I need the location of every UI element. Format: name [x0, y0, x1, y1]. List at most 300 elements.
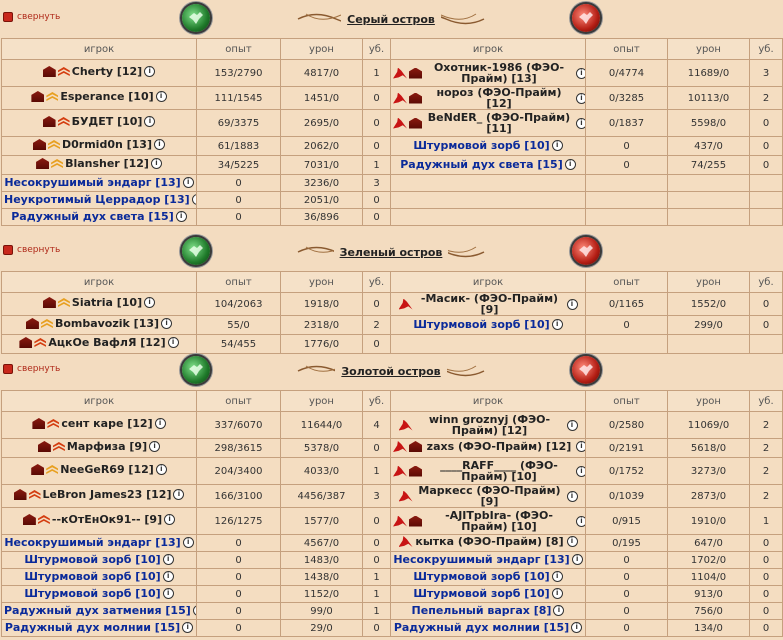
right-player-cell: [391, 508, 586, 535]
left-player-cell: [2, 535, 197, 552]
table-row: [2, 156, 783, 175]
player-entry[interactable]: [14, 489, 185, 500]
player-entry[interactable]: [4, 177, 193, 188]
player-info-icon[interactable]: [567, 420, 578, 431]
player-entry[interactable]: [4, 194, 197, 205]
player-entry[interactable]: [24, 571, 173, 582]
right-damage-cell: 756/0: [668, 603, 750, 620]
table-row: [2, 175, 783, 192]
rank-chevron-gold-icon: [41, 319, 53, 328]
table-row: [2, 535, 783, 552]
player-info-icon[interactable]: [161, 318, 172, 329]
right-kills-cell: 3: [750, 60, 783, 87]
collapse-label[interactable]: свернуть: [17, 12, 61, 22]
player-name[interactable]: Esperance [10]: [60, 90, 154, 103]
player-entry[interactable]: [400, 159, 575, 170]
player-entry[interactable]: [393, 112, 586, 134]
player-info-icon[interactable]: [552, 588, 563, 599]
faction-wing-icon: [393, 93, 407, 104]
player-info-icon[interactable]: [183, 177, 194, 188]
left-kills-cell: 0: [363, 137, 391, 156]
right-col-exp: опыт: [586, 39, 668, 60]
island-section: [0, 352, 783, 637]
rank-chevron-icon: [58, 117, 70, 126]
player-info-icon[interactable]: [168, 337, 179, 348]
right-col-exp: опыт: [586, 391, 668, 412]
right-player-cell: [391, 439, 586, 458]
left-player-cell: [2, 552, 197, 569]
bot-name[interactable]: Несокрушимый эндарг [13]: [4, 176, 181, 189]
left-kills-cell: 0: [363, 209, 391, 226]
table-row: [2, 192, 783, 209]
right-damage-cell: 1104/0: [668, 569, 750, 586]
player-entry[interactable]: [399, 485, 578, 507]
player-entry[interactable]: [26, 318, 172, 329]
player-info-icon[interactable]: [552, 571, 563, 582]
clan-building-icon: [409, 466, 422, 477]
player-info-icon[interactable]: [576, 516, 586, 527]
player-info-icon[interactable]: [156, 91, 167, 102]
collapse-toggle[interactable]: [3, 245, 60, 255]
clan-building-icon: [36, 158, 49, 169]
left-kills-cell: 0: [363, 110, 391, 137]
faction-wing-icon: [393, 118, 407, 129]
red-team-emblem-icon: [572, 356, 600, 384]
left-damage-cell: 2318/0: [281, 316, 363, 335]
player-entry[interactable]: [5, 622, 193, 633]
player-info-icon[interactable]: [576, 93, 586, 104]
right-exp-cell: 0/1752: [586, 458, 668, 485]
right-damage-cell: 74/255: [668, 156, 750, 175]
player-entry[interactable]: [393, 510, 586, 532]
player-name[interactable]: -AJITpbIra- (ФЭО-Прайм) [10]: [445, 509, 553, 533]
player-info-icon[interactable]: [182, 622, 193, 633]
left-player-cell: [2, 485, 197, 508]
player-info-icon[interactable]: [149, 441, 160, 452]
clan-building-icon: [43, 66, 56, 77]
player-name[interactable]: Охотник-1986 (ФЭО-Прайм) [13]: [433, 61, 565, 85]
right-player-cell: [391, 412, 586, 439]
bot-name[interactable]: Штурмовой зорб [10]: [24, 570, 161, 583]
left-kills-cell: 0: [363, 535, 391, 552]
player-entry[interactable]: [394, 622, 582, 633]
collapse-toggle[interactable]: [3, 12, 60, 22]
left-col-dmg: урон: [281, 272, 363, 293]
player-info-icon[interactable]: [576, 466, 586, 477]
player-name[interactable]: сент каре [12]: [61, 417, 153, 430]
player-info-icon[interactable]: [553, 605, 564, 616]
player-entry[interactable]: [4, 537, 193, 548]
bot-name[interactable]: Пепельный варгах [8]: [411, 604, 552, 617]
left-damage-cell: 2062/0: [281, 137, 363, 156]
right-exp-cell: 0: [586, 569, 668, 586]
bot-name[interactable]: Штурмовой зорб [10]: [413, 587, 550, 600]
section-title: Серый остров: [341, 13, 441, 26]
player-entry[interactable]: [399, 536, 578, 547]
clan-building-icon: [409, 441, 422, 452]
player-name[interactable]: ____RAFF____ (ФЭО-Прайм) [10]: [440, 459, 558, 483]
player-info-icon[interactable]: [192, 194, 197, 205]
left-damage-cell: 1776/0: [281, 335, 363, 354]
player-name[interactable]: кытка (ФЭО-Прайм) [8]: [415, 535, 564, 548]
left-exp-cell: 0: [197, 192, 281, 209]
header-row: [2, 391, 783, 412]
player-name[interactable]: Маркесс (ФЭО-Прайм) [9]: [418, 484, 561, 508]
right-player-cell: [391, 293, 586, 316]
right-exp-cell: 0: [586, 156, 668, 175]
left-damage-cell: 1451/0: [281, 87, 363, 110]
left-kills-cell: 0: [363, 293, 391, 316]
left-damage-cell: 2695/0: [281, 110, 363, 137]
player-info-icon[interactable]: [163, 588, 174, 599]
left-exp-cell: 0: [197, 535, 281, 552]
left-kills-cell: 1: [363, 603, 391, 620]
player-entry[interactable]: [413, 571, 562, 582]
left-player-cell: [2, 439, 197, 458]
left-exp-cell: 0: [197, 552, 281, 569]
player-entry[interactable]: [43, 297, 155, 308]
right-kills-cell: [750, 192, 783, 209]
right-player-cell: [391, 620, 586, 637]
player-name[interactable]: Bombavozik [13]: [54, 317, 160, 330]
player-entry[interactable]: [413, 140, 562, 151]
player-name[interactable]: Siatria [10]: [71, 296, 143, 309]
player-entry[interactable]: [38, 441, 160, 452]
right-player-cell: [391, 87, 586, 110]
green-team-emblem-icon: [182, 4, 210, 32]
right-col-dmg: урон: [668, 39, 750, 60]
left-damage-cell: 1918/0: [281, 293, 363, 316]
clan-building-icon: [38, 441, 51, 452]
island-section: [0, 233, 783, 354]
faction-wing-icon: [393, 466, 407, 477]
table-row: [2, 508, 783, 535]
right-kills-cell: 0: [750, 110, 783, 137]
left-col-kills: уб.: [363, 272, 391, 293]
right-player-cell: [391, 137, 586, 156]
player-entry[interactable]: [32, 418, 165, 429]
player-entry[interactable]: [31, 464, 167, 475]
right-damage-cell: 10113/0: [668, 87, 750, 110]
section-title-wrap: [296, 8, 486, 30]
clan-building-icon: [32, 418, 45, 429]
player-entry[interactable]: [399, 293, 578, 315]
right-exp-cell: 0/915: [586, 508, 668, 535]
player-entry[interactable]: [19, 337, 178, 348]
player-name[interactable]: winn groznyj (ФЭО-Прайм) [12]: [428, 413, 551, 437]
player-entry[interactable]: [24, 554, 173, 565]
rank-chevron-gold-icon: [58, 298, 70, 307]
rank-chevron-icon: [38, 515, 50, 524]
clan-building-icon: [33, 139, 46, 150]
left-col-dmg: урон: [281, 391, 363, 412]
table-row: [2, 569, 783, 586]
left-kills-cell: 0: [363, 620, 391, 637]
player-info-icon[interactable]: [565, 159, 576, 170]
battle-table: [1, 38, 783, 226]
player-info-icon[interactable]: [144, 297, 155, 308]
faction-wing-icon: [393, 68, 407, 79]
right-col-kills: уб.: [750, 391, 783, 412]
left-col-kills: уб.: [363, 391, 391, 412]
right-damage-cell: 2873/0: [668, 485, 750, 508]
player-entry[interactable]: [23, 514, 175, 525]
left-exp-cell: 204/3400: [197, 458, 281, 485]
player-info-icon[interactable]: [567, 491, 578, 502]
right-exp-cell: 0/1039: [586, 485, 668, 508]
left-player-cell: [2, 620, 197, 637]
player-entry[interactable]: [24, 588, 173, 599]
left-kills-cell: 0: [363, 192, 391, 209]
left-player-cell: [2, 137, 197, 156]
left-player-cell: [2, 412, 197, 439]
right-exp-cell: [586, 335, 668, 354]
collapse-icon[interactable]: [3, 12, 13, 22]
left-kills-cell: 2: [363, 316, 391, 335]
player-info-icon[interactable]: [163, 554, 174, 565]
player-entry[interactable]: [43, 66, 155, 77]
player-entry[interactable]: [393, 460, 586, 482]
player-info-icon[interactable]: [144, 116, 155, 127]
right-kills-cell: 0: [750, 137, 783, 156]
faction-wing-icon: [399, 420, 413, 431]
left-exp-cell: 153/2790: [197, 60, 281, 87]
player-name[interactable]: zaxs (ФЭО-Прайм) [12]: [426, 440, 572, 453]
player-info-icon[interactable]: [183, 537, 194, 548]
player-entry[interactable]: [393, 441, 586, 452]
clan-building-icon: [409, 68, 422, 79]
right-exp-cell: 0/2580: [586, 412, 668, 439]
right-damage-cell: 5618/0: [668, 439, 750, 458]
rank-chevron-gold-icon: [51, 159, 63, 168]
left-damage-cell: 4033/0: [281, 458, 363, 485]
right-exp-cell: 0: [586, 586, 668, 603]
player-name[interactable]: NeeGeR69 [12]: [60, 463, 154, 476]
bot-name[interactable]: Штурмовой зорб [10]: [413, 139, 550, 152]
left-exp-cell: 69/3375: [197, 110, 281, 137]
player-info-icon[interactable]: [552, 140, 563, 151]
player-info-icon[interactable]: [144, 66, 155, 77]
player-entry[interactable]: [413, 319, 562, 330]
player-info-icon[interactable]: [571, 622, 582, 633]
right-player-cell: [391, 535, 586, 552]
collapse-icon[interactable]: [3, 364, 13, 374]
player-info-icon[interactable]: [193, 605, 197, 616]
header-row: [2, 39, 783, 60]
player-name[interactable]: BeNdER_ (ФЭО-Прайм) [11]: [427, 111, 571, 135]
player-name[interactable]: АцкОе ВафлЯ [12]: [48, 336, 166, 349]
section-title-wrap: [296, 360, 486, 382]
left-exp-cell: 126/1275: [197, 508, 281, 535]
right-exp-cell: 0: [586, 603, 668, 620]
bot-name[interactable]: Несокрушимый эндарг [13]: [393, 553, 570, 566]
player-info-icon[interactable]: [151, 158, 162, 169]
left-col-player: игрок: [2, 391, 197, 412]
right-damage-cell: 5598/0: [668, 110, 750, 137]
player-entry[interactable]: [393, 87, 586, 109]
right-col-dmg: урон: [668, 391, 750, 412]
player-info-icon[interactable]: [567, 536, 578, 547]
rank-chevron-gold-icon: [46, 465, 58, 474]
player-entry[interactable]: [393, 554, 582, 565]
player-entry[interactable]: [412, 605, 565, 616]
player-name[interactable]: нороз (ФЭО-Прайм) [12]: [436, 86, 562, 110]
right-kills-cell: [750, 209, 783, 226]
left-col-player: игрок: [2, 272, 197, 293]
player-name[interactable]: D0rmid0n [13]: [62, 138, 152, 151]
table-row: [2, 137, 783, 156]
player-info-icon[interactable]: [164, 514, 175, 525]
right-exp-cell: [586, 175, 668, 192]
island-section: [0, 0, 783, 226]
left-kills-cell: 1: [363, 458, 391, 485]
left-player-cell: [2, 192, 197, 209]
player-info-icon[interactable]: [176, 211, 187, 222]
collapse-icon[interactable]: [3, 245, 13, 255]
player-info-icon[interactable]: [156, 464, 167, 475]
player-entry[interactable]: [413, 588, 562, 599]
right-exp-cell: 0/195: [586, 535, 668, 552]
table-row: [2, 552, 783, 569]
player-entry[interactable]: [36, 158, 162, 169]
left-exp-cell: 298/3615: [197, 439, 281, 458]
collapse-label[interactable]: свернуть: [17, 364, 61, 374]
green-team-emblem-icon: [182, 237, 210, 265]
table-row: [2, 603, 783, 620]
collapse-label[interactable]: свернуть: [17, 245, 61, 255]
left-exp-cell: 111/1545: [197, 87, 281, 110]
left-exp-cell: 0: [197, 620, 281, 637]
right-player-cell: [391, 192, 586, 209]
right-damage-cell: [668, 209, 750, 226]
right-player-cell: [391, 458, 586, 485]
battle-table: [1, 390, 783, 637]
left-damage-cell: 36/896: [281, 209, 363, 226]
right-kills-cell: 2: [750, 87, 783, 110]
player-info-icon[interactable]: [576, 68, 586, 79]
clan-building-icon: [14, 489, 27, 500]
player-name[interactable]: -Масик- (ФЭО-Прайм) [9]: [420, 292, 559, 316]
right-kills-cell: 0: [750, 620, 783, 637]
bot-name[interactable]: Штурмовой зорб [10]: [413, 318, 550, 331]
player-name[interactable]: Blansher [12]: [65, 157, 149, 170]
clan-building-icon: [409, 118, 422, 129]
table-row: [2, 586, 783, 603]
bot-name[interactable]: Радужный дух молнии [15]: [4, 621, 181, 634]
right-exp-cell: 0/1165: [586, 293, 668, 316]
red-team-emblem-icon: [572, 237, 600, 265]
left-player-cell: [2, 335, 197, 354]
right-col-exp: опыт: [586, 272, 668, 293]
bot-name[interactable]: Штурмовой зорб [10]: [24, 553, 161, 566]
right-col-kills: уб.: [750, 272, 783, 293]
player-name[interactable]: Cherty [12]: [71, 65, 143, 78]
rank-chevron-icon: [29, 490, 41, 499]
left-exp-cell: 0: [197, 569, 281, 586]
right-damage-cell: 437/0: [668, 137, 750, 156]
left-col-player: игрок: [2, 39, 197, 60]
player-name[interactable]: БУДЕТ [10]: [71, 115, 143, 128]
right-player-cell: [391, 316, 586, 335]
player-name[interactable]: --кОтЕнОк91-- [9]: [51, 513, 163, 526]
left-kills-cell: 4: [363, 412, 391, 439]
table-row: [2, 209, 783, 226]
left-damage-cell: 4456/387: [281, 485, 363, 508]
player-entry[interactable]: [31, 91, 166, 102]
bot-name[interactable]: Штурмовой зорб [10]: [24, 587, 161, 600]
left-kills-cell: 0: [363, 552, 391, 569]
player-info-icon[interactable]: [155, 418, 166, 429]
left-damage-cell: 99/0: [281, 603, 363, 620]
player-info-icon[interactable]: [552, 319, 563, 330]
bot-name[interactable]: Радужный дух молнии [15]: [393, 621, 570, 634]
player-info-icon[interactable]: [154, 139, 165, 150]
left-player-cell: [2, 316, 197, 335]
player-entry[interactable]: [11, 211, 186, 222]
player-entry[interactable]: [399, 414, 578, 436]
bot-name[interactable]: Радужный дух затмения [15]: [4, 604, 191, 617]
left-player-cell: [2, 458, 197, 485]
player-info-icon[interactable]: [163, 571, 174, 582]
right-exp-cell: [586, 192, 668, 209]
right-player-cell: [391, 552, 586, 569]
rank-chevron-gold-icon: [48, 140, 60, 149]
left-kills-cell: 1: [363, 586, 391, 603]
section-title: Зеленый остров: [334, 246, 449, 259]
faction-wing-icon: [393, 441, 407, 452]
player-entry[interactable]: [43, 116, 156, 127]
player-info-icon[interactable]: [572, 554, 583, 565]
right-player-cell: [391, 60, 586, 87]
collapse-toggle[interactable]: [3, 364, 60, 374]
player-entry[interactable]: [4, 605, 197, 616]
right-exp-cell: 0: [586, 137, 668, 156]
player-info-icon[interactable]: [567, 299, 578, 310]
left-col-exp: опыт: [197, 272, 281, 293]
clan-building-icon: [409, 93, 422, 104]
right-kills-cell: 2: [750, 458, 783, 485]
left-exp-cell: 0: [197, 209, 281, 226]
player-name[interactable]: Марфиза [9]: [66, 440, 148, 453]
player-info-icon[interactable]: [576, 441, 586, 452]
bot-name[interactable]: Штурмовой зорб [10]: [413, 570, 550, 583]
table-row: [2, 87, 783, 110]
player-entry[interactable]: [33, 139, 165, 150]
right-damage-cell: 1552/0: [668, 293, 750, 316]
player-info-icon[interactable]: [173, 489, 184, 500]
left-damage-cell: 5378/0: [281, 439, 363, 458]
table-row: [2, 485, 783, 508]
left-exp-cell: 166/3100: [197, 485, 281, 508]
player-name[interactable]: LeBron James23 [12]: [42, 488, 172, 501]
right-damage-cell: 11069/0: [668, 412, 750, 439]
bot-name[interactable]: Несокрушимый эндарг [13]: [4, 536, 181, 549]
table-row: [2, 412, 783, 439]
bot-name[interactable]: Радужный дух света [15]: [11, 210, 174, 223]
right-kills-cell: 2: [750, 412, 783, 439]
right-player-cell: [391, 335, 586, 354]
bot-name[interactable]: Неукротимый Церрадор [13]: [4, 193, 190, 206]
right-damage-cell: 913/0: [668, 586, 750, 603]
section-header: [0, 352, 783, 390]
bot-name[interactable]: Радужный дух света [15]: [400, 158, 563, 171]
left-player-cell: [2, 87, 197, 110]
player-info-icon[interactable]: [576, 118, 586, 129]
player-entry[interactable]: [393, 62, 586, 84]
right-damage-cell: 1910/0: [668, 508, 750, 535]
left-damage-cell: 11644/0: [281, 412, 363, 439]
rank-chevron-icon: [47, 419, 59, 428]
